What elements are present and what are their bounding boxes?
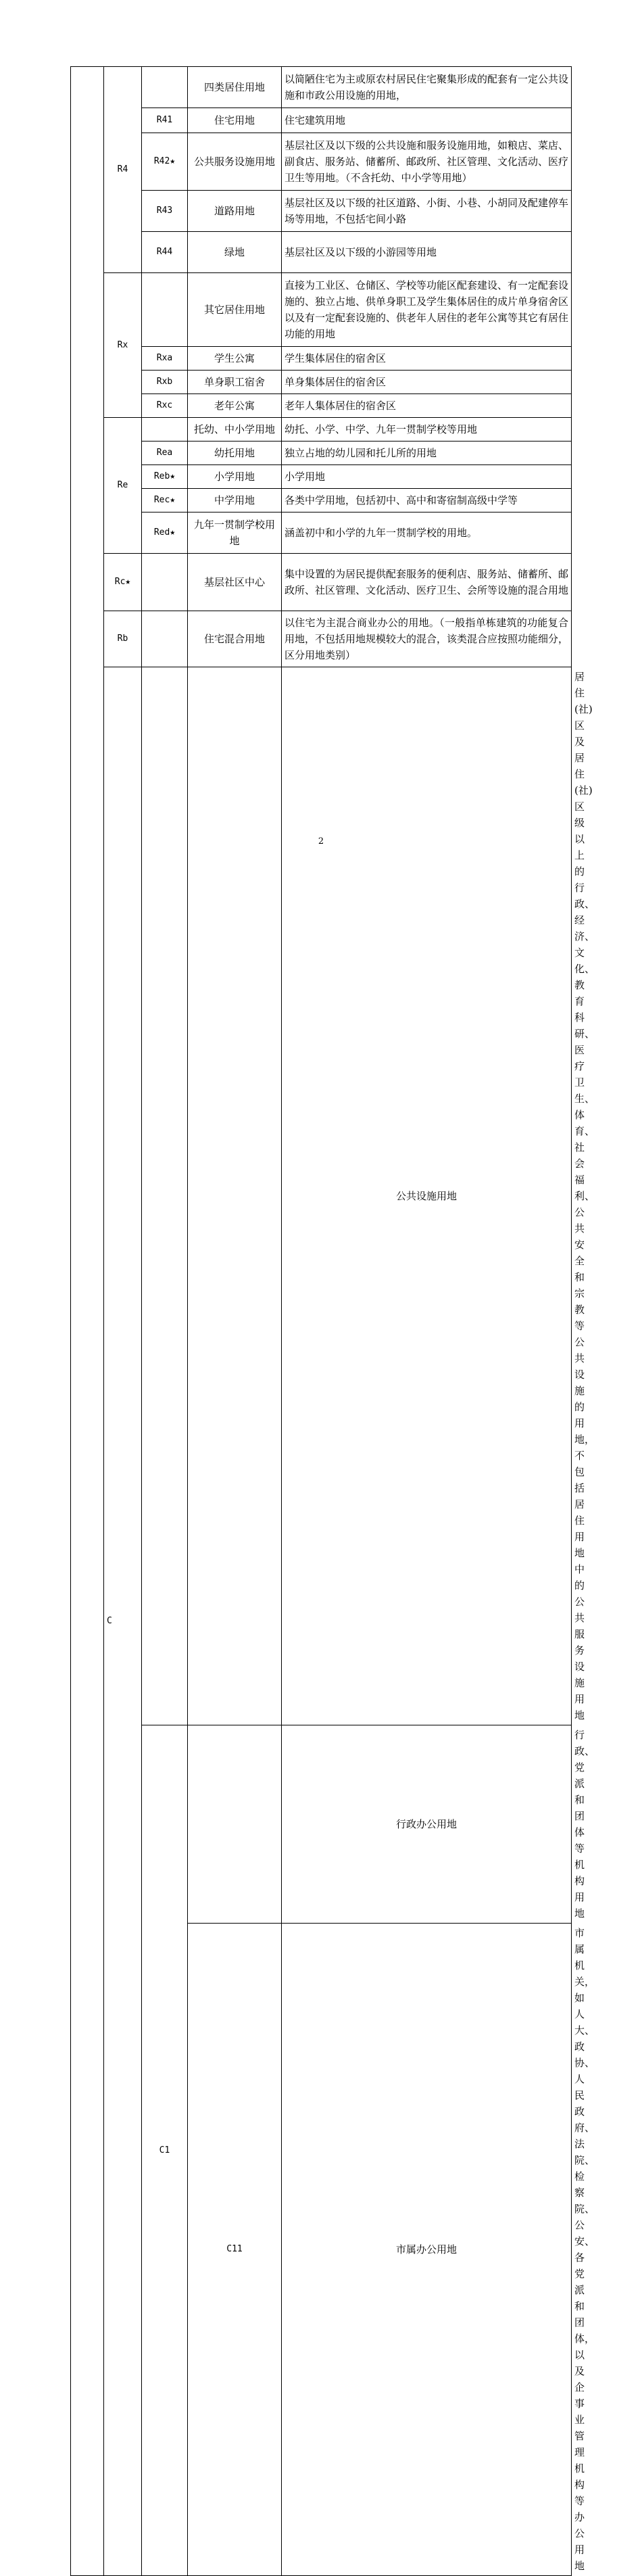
category-name-cell: 托幼、中小学用地 (188, 418, 282, 442)
table-row (71, 554, 572, 611)
table-row: C 公共设施用地 居住(社)区及居住(社)区级以上的行政、经济、文化、教育科研、医疗卫生、体育、社会福利、公共安全和宗教等公共设施的用地，不包括居住用地中的公共服务设施用地 (71, 667, 572, 1725)
category-name-cell: 住宅用地 (188, 108, 282, 133)
minor-code-cell: C11 (188, 1924, 282, 2576)
table-row: C11 市属办公用地 市属机关，如人大、政协、人民政府、法院、检察院、公安、各党派和团体，以及企事业管理机构等办公用地 (71, 1924, 572, 2576)
minor-code-cell: Rec★ (142, 489, 188, 512)
description-cell: 以住宅为主混合商业办公的用地。（一般指单栋建筑的功能复合用地，不包括用地规模较大的混合，该类混合应按照功能细分，区分用地类别） (282, 611, 572, 667)
description-cell: 以简陋住宅为主或原农村居民住宅聚集形成的配套有一定公共设施和市政公用设施的用地， (282, 67, 572, 108)
minor-code-cell (142, 273, 188, 347)
description-cell: 小学用地 (282, 465, 572, 489)
minor-code-cell: Rxb (142, 371, 188, 394)
minor-code-cell: R41 (142, 108, 188, 133)
minor-code-cell (142, 554, 188, 611)
page-number: 2 (318, 836, 324, 846)
minor-code-cell: Red★ (142, 512, 188, 554)
minor-code-cell: R42★ (142, 133, 188, 191)
category-name-cell: 行政办公用地 (282, 1725, 572, 1924)
category-name-cell: 学生公寓 (188, 347, 282, 371)
table-row (71, 512, 572, 554)
description-cell: 基层社区及以下级的小游园等用地 (282, 232, 572, 273)
minor-code-cell: R44 (142, 232, 188, 273)
mid-code-cell: C1 (142, 1725, 188, 2576)
category-name-cell: 中学用地 (188, 489, 282, 512)
table-row: C1 行政办公用地 行政、党派和团体等机构用地 (71, 1725, 572, 1924)
category-name-cell: 幼托用地 (188, 442, 282, 465)
category-name-cell: 基层社区中心 (188, 554, 282, 611)
category-name-cell: 单身职工宿舍 (188, 371, 282, 394)
minor-code-cell: Rea (142, 442, 188, 465)
description-cell: 住宅建筑用地 (282, 108, 572, 133)
minor-code-cell (142, 418, 188, 442)
table-row (71, 108, 572, 133)
category-name-cell: 公共服务设施用地 (188, 133, 282, 191)
table-row (71, 394, 572, 418)
mid-code-cell: Rx (104, 273, 142, 418)
minor-code-cell: Rxa (142, 347, 188, 371)
minor-code-cell: R43 (142, 191, 188, 232)
description-cell: 涵盖初中和小学的九年一贯制学校的用地。 (282, 512, 572, 554)
major-code-cell (71, 67, 104, 2576)
category-name-cell: 其它居住用地 (188, 273, 282, 347)
category-name-cell: 市属办公用地 (282, 1924, 572, 2576)
minor-code-cell: Rxc (142, 394, 188, 418)
land-use-classification-table (70, 66, 595, 2576)
mid-code-cell: Rc★ (104, 554, 142, 611)
minor-code-cell (142, 611, 188, 667)
description-cell: 幼托、小学、中学、九年一贯制学校等用地 (282, 418, 572, 442)
category-name-cell: 道路用地 (188, 191, 282, 232)
description-cell: 单身集体居住的宿舍区 (282, 371, 572, 394)
table-row (71, 611, 572, 667)
category-name-cell: 绿地 (188, 232, 282, 273)
table-row (71, 347, 572, 371)
category-name-cell: 公共设施用地 (282, 667, 572, 1725)
description-cell: 基层社区及以下级的社区道路、小街、小巷、小胡同及配建停车场等用地，不包括宅间小路 (282, 191, 572, 232)
minor-code-cell (188, 1725, 282, 1924)
table-row (71, 133, 572, 191)
description-cell: 集中设置的为居民提供配套服务的便利店、服务站、储蓄所、邮政所、社区管理、文化活动、医疗卫生、会所等设施的混合用地 (282, 554, 572, 611)
category-name-cell: 小学用地 (188, 465, 282, 489)
description-cell: 各类中学用地，包括初中、高中和寄宿制高级中学等 (282, 489, 572, 512)
description-cell: 老年人集体居住的宿舍区 (282, 394, 572, 418)
category-name-cell: 住宅混合用地 (188, 611, 282, 667)
table-row (71, 418, 572, 442)
minor-code-cell (142, 67, 188, 108)
table-row (71, 442, 572, 465)
table-row (71, 489, 572, 512)
category-name-cell: 老年公寓 (188, 394, 282, 418)
table-row (71, 465, 572, 489)
category-name-cell: 九年一贯制学校用地 (188, 512, 282, 554)
mid-code-cell (142, 667, 188, 1725)
mid-code-cell: Rb (104, 611, 142, 667)
description-cell: 学生集体居住的宿舍区 (282, 347, 572, 371)
mid-code-cell: Re (104, 418, 142, 554)
table-row (71, 273, 572, 347)
description-cell: 直接为工业区、仓储区、学校等功能区配套建设、有一定配套设施的、独立占地、供单身职工及学生集体居住的成片单身宿舍区以及有一定配套设施的、供老年人居住的老年公寓等其它有居住功能的用地 (282, 273, 572, 347)
mid-code-cell: R4 (104, 67, 142, 273)
table-row (71, 67, 572, 108)
table-row (71, 371, 572, 394)
description-cell: 基层社区及以下级的公共设施和服务设施用地，如粮店、菜店、副食店、服务站、储蓄所、邮政所、社区管理、文化活动、医疗卫生等用地。（不含托幼、中小学等用地） (282, 133, 572, 191)
description-cell: 独立占地的幼儿园和托儿所的用地 (282, 442, 572, 465)
category-name-cell: 四类居住用地 (188, 67, 282, 108)
table-row (71, 232, 572, 273)
table-row (71, 191, 572, 232)
minor-code-cell: Reb★ (142, 465, 188, 489)
minor-code-cell (188, 667, 282, 1725)
major-code-cell: C (104, 667, 142, 2576)
